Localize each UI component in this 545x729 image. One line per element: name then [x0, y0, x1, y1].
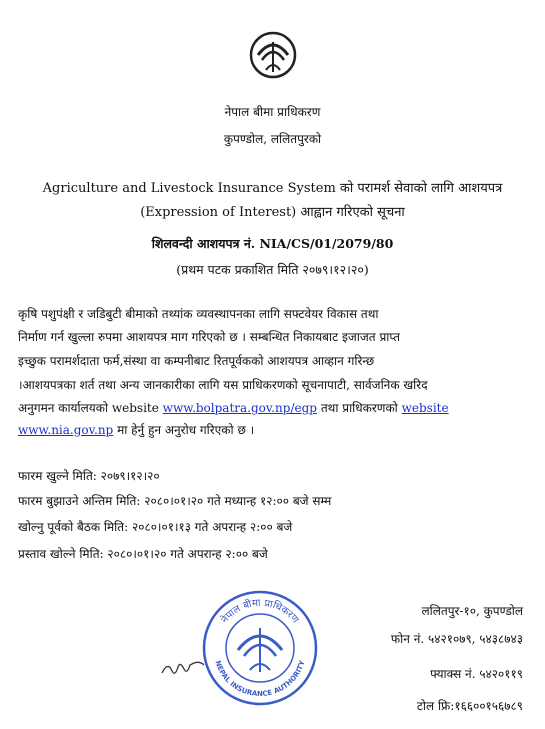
pre-meeting-date: खोल्नु पूर्वको बैठक मिति: २०८०।०१।१३ गते अपरान्ह २:०० बजे	[18, 520, 293, 534]
official-seal	[200, 588, 320, 708]
website-link-word[interactable]: website	[401, 401, 449, 415]
body-line-6-text: मा हेर्नु हुन अनुरोध गरिएको छ ।	[117, 423, 255, 437]
contact-location: ललितपुर-१०, कुपण्डोल	[421, 604, 523, 618]
contact-phone: फोन नं. ५४२१०७९, ५४३८७४३	[390, 632, 523, 646]
nia-website-link[interactable]: www.nia.gov.np	[18, 423, 114, 437]
body-line-5-text: अनुगमन कार्यालयको website	[18, 401, 159, 415]
svg-text:नेपाल बीमा प्राधिकरण	[219, 598, 301, 626]
form-submit-date: फारम बुझाउने अन्तिम मिति: २०८०।०१।२० गते मध्यान्ह १२:०० बजे सम्म	[18, 494, 332, 508]
form-open-date: फारम खुल्ने मिति: २०७९।१२।२०	[18, 469, 160, 483]
body-line-5	[18, 399, 528, 416]
contact-fax: फ्याक्स नं. ५४२०११९	[430, 667, 523, 681]
body-line-3: इच्छुक परामर्शदाता फर्म,संस्था वा कम्पनीबाट रितपूर्वकको आशयपत्र आव्हान गरिन्छ	[18, 354, 375, 368]
organization-name: नेपाल बीमा प्राधिकरण	[224, 105, 321, 119]
notice-reference: शिलवन्दी आशयपत्र नं. NIA/CS/01/2079/80	[151, 236, 394, 251]
ppmo-link[interactable]: www.bolpatra.gov.np/egp	[162, 401, 317, 415]
body-line-4: ।आशयपत्रका शर्त तथा अन्य जानकारीका लागि यस प्राधिकरणको सूचनापाटी, सार्वजनिक खरिद	[18, 378, 428, 392]
notice-title: Agriculture and Livestock Insurance System को परामर्श सेवाको लागि आशयपत्र	[42, 181, 503, 196]
seal-bottom-text: NEPAL INSURANCE AUTHORITY	[213, 659, 307, 698]
contact-tollfree: टोल फ्रि:१६६००१५६७८९	[416, 699, 523, 713]
proposal-open-date: प्रस्ताव खोल्ने मिति: २०८०।०१।२० गते अपरान्ह २:०० बजे	[18, 547, 268, 561]
body-line-6	[18, 421, 528, 438]
signature	[160, 657, 206, 679]
publication-date: (प्रथम पटक प्रकाशित मिति २०७९।१२।२०)	[176, 262, 369, 277]
seal-top-text: नेपाल बीमा प्राधिकरण	[219, 597, 301, 626]
body-line-1: कृषि पशुपंक्षी र जडिबुटी बीमाको तथ्यांक व्यवस्थापनका लागि सफ्टवेयर विकास तथा	[18, 307, 379, 321]
body-line-5-mid: तथा प्राधिकरणको	[320, 401, 398, 415]
body-line-2: निर्माण गर्न खुल्ला रुपमा आशयपत्र माग गरिएको छ । सम्बन्धित निकायबाट इजाजत प्राप्त	[18, 330, 400, 344]
notice-subtitle: (Expression of Interest) आह्वान गरिएको सूचना	[140, 205, 405, 220]
nia-logo	[248, 30, 298, 80]
organization-address: कुपण्डोल, ललितपुरको	[223, 132, 322, 146]
